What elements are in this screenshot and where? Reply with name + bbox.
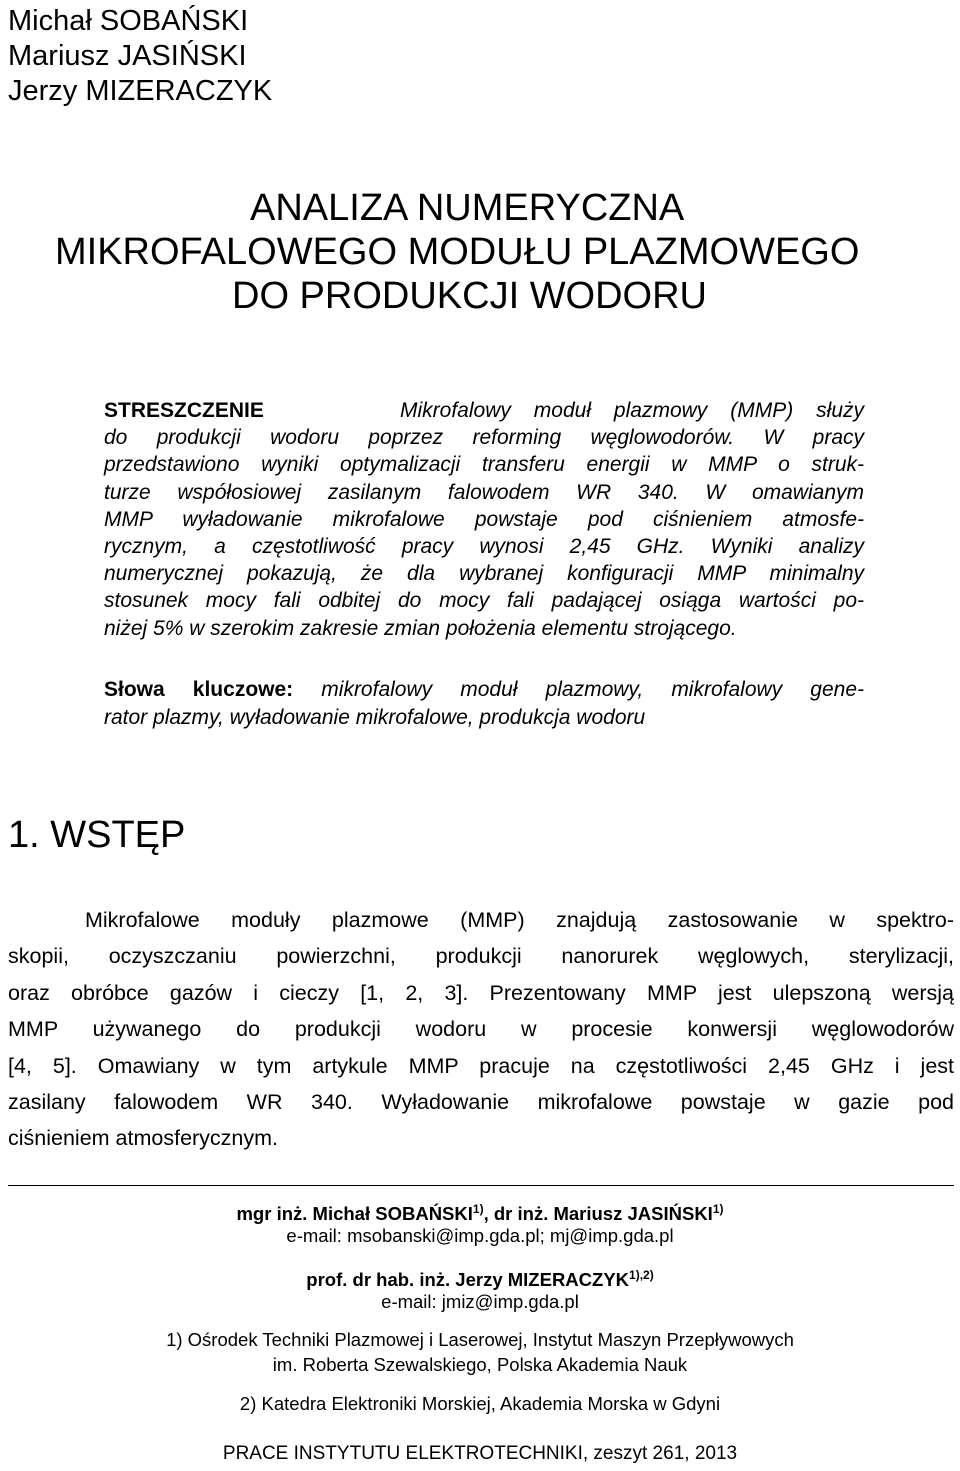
- section-body: [8, 902, 954, 1157]
- author-list: [8, 4, 272, 109]
- abstract-line: numerycznej pokazują, że dla wybranej konfiguracji MMP minimalny: [104, 562, 864, 586]
- keywords-line: rator plazmy, wyładowanie mikrofalowe, produkcja wodoru: [104, 706, 646, 729]
- abstract-line: niżej 5% w szerokim zakresie zmian położenia elementu strojącego.: [104, 616, 737, 640]
- body-line: oraz obróbce gazów i cieczy [1, 2, 3]. Prezentowany MMP jest ulepszoną wersją: [8, 980, 954, 1005]
- abstract-line: stosunek mocy fali odbitej do mocy fali padającej osiąga wartości po-: [104, 589, 864, 613]
- abstract-line: przedstawiono wyniki optymalizacji transferu energii w MMP o struk-: [104, 453, 864, 477]
- author-credit: , dr inż. Mariusz JASIŃSKI: [483, 1203, 713, 1225]
- body-line: ciśnieniem atmosferycznym.: [8, 1126, 279, 1151]
- body-line: zasilany falowodem WR 340. Wyładowanie mikrofalowe powstaje w gazie pod: [8, 1090, 954, 1115]
- body-line: MMP używanego do produkcji wodoru w procesie konwersji węglowodorów: [8, 1017, 954, 1042]
- abstract-line: rycznym, a częstotliwość pracy wynosi 2,45 GHz. Wyniki analizy: [104, 535, 864, 559]
- institution-line: im. Roberta Szewalskiego, Polska Akademia Nauk: [272, 1354, 688, 1375]
- section-heading: 1. WSTĘP: [8, 814, 186, 856]
- abstract: [104, 397, 864, 642]
- abstract-label: STRESZCZENIE: [104, 399, 264, 422]
- affiliation-marker: 1),2): [629, 1268, 654, 1282]
- affiliation-authors-line: [0, 1262, 960, 1293]
- affiliation-marker: 1): [472, 1202, 484, 1216]
- abstract-first-line: [104, 397, 864, 424]
- body-line: [4, 5]. Omawiany w tym artykule MMP pracuje na częstotliwości 2,45 GHz i jest: [8, 1053, 954, 1078]
- author-name: Mariusz JASIŃSKI: [8, 40, 247, 72]
- institution-line: 2) Katedra Elektroniki Morskiej, Akademia Morska w Gdyni: [239, 1393, 721, 1414]
- affiliation-authors-line: [0, 1196, 960, 1227]
- keywords: [104, 676, 864, 732]
- affiliation-marker: 1): [712, 1202, 724, 1216]
- keywords-text: mikrofalowy moduł plazmowy, mikrofalowy gene-: [321, 678, 864, 701]
- body-line: skopii, oczyszczaniu powierzchni, produkcji nanorurek węglowych, sterylizacji,: [8, 944, 954, 969]
- journal-footer: PRACE INSTYTUTU ELEKTROTECHNIKI, zeszyt 261, 2013: [222, 1443, 738, 1464]
- abstract-line: MMP wyładowanie mikrofalowe powstaje pod ciśnieniem atmosfe-: [104, 507, 864, 531]
- abstract-line: turze współosiowej zasilanym falowodem WR 340. W omawianym: [104, 480, 864, 504]
- keywords-label: Słowa kluczowe:: [104, 678, 294, 701]
- body-line: Mikrofalowe moduły plazmowe (MMP) znajdują zastosowanie w spektro-: [85, 908, 954, 932]
- abstract-line: Mikrofalowy moduł plazmowy (MMP) służy: [400, 399, 864, 422]
- author-credit: mgr inż. Michał SOBAŃSKI: [236, 1203, 473, 1225]
- footnote-divider: [8, 1185, 954, 1186]
- author-name: Jerzy MIZERACZYK: [8, 75, 273, 107]
- email-line: e-mail: jmiz@imp.gda.pl: [381, 1291, 579, 1312]
- abstract-line: do produkcji wodoru poprzez reforming węglowodorów. W pracy: [104, 426, 864, 450]
- author-name: Michał SOBAŃSKI: [8, 5, 249, 37]
- institution-line: 1) Ośrodek Techniki Plazmowej i Laserowej, Instytut Maszyn Przepływowych: [166, 1329, 794, 1350]
- title-line: MIKROFALOWEGO MODUŁU PLAZMOWEGO: [55, 231, 860, 273]
- keywords-line: [104, 676, 864, 704]
- title-line: DO PRODUKCJI WODORU: [232, 275, 707, 317]
- email-line: e-mail: msobanski@imp.gda.pl; mj@imp.gda.pl: [286, 1225, 674, 1246]
- author-credit: prof. dr hab. inż. Jerzy MIZERACZYK: [306, 1269, 630, 1291]
- title-line: ANALIZA NUMERYCZNA: [250, 187, 685, 229]
